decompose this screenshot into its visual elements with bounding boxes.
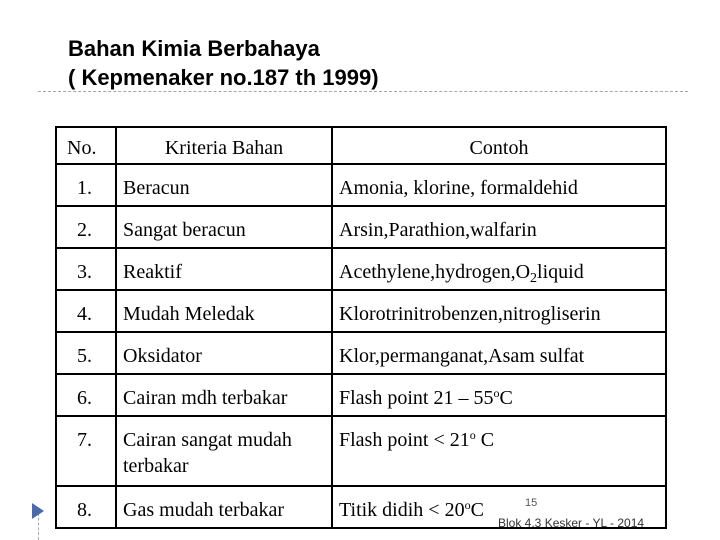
footer-text: Blok 4.3 Kesker - YL - 2014 [498, 516, 645, 530]
row-number: 1. [56, 164, 116, 206]
contoh-text: Titik didih < 20 [339, 499, 465, 521]
row-number: 3. [56, 248, 116, 290]
contoh-text-suffix: liquid [537, 261, 584, 283]
row-number: 5. [56, 332, 116, 374]
row-contoh [332, 248, 666, 290]
slide-title-line-1: Bahan Kimia Berbahaya [68, 36, 320, 61]
table-row [56, 164, 666, 206]
header-no: No. [56, 127, 116, 164]
contoh-text: Flash point < 21 [339, 429, 470, 451]
table-row [56, 206, 666, 248]
row-number: 6. [56, 374, 116, 416]
row-number: 7. [56, 416, 116, 486]
degree-superscript: o [469, 428, 476, 442]
contoh-text-suffix: C [470, 499, 484, 521]
row-kriteria: Oksidator [116, 332, 332, 374]
table-row [56, 248, 666, 290]
contoh-text-suffix: C [475, 429, 495, 451]
table-row [56, 290, 666, 332]
subscript: 2 [530, 271, 538, 286]
row-contoh [332, 416, 666, 486]
header-contoh: Contoh [332, 127, 666, 164]
triangle-right-icon [32, 503, 44, 519]
row-contoh: Klor,permanganat,Asam sulfat [332, 332, 666, 374]
row-kriteria: Mudah Meledak [116, 290, 332, 332]
contoh-text-suffix: C [499, 387, 513, 409]
row-kriteria: Cairan sangat mudah terbakar [116, 416, 332, 486]
table-row [56, 332, 666, 374]
title-divider [38, 91, 688, 92]
page-number: 15 [525, 497, 538, 509]
degree-superscript: o [464, 498, 471, 512]
contoh-text: Flash point 21 – 55 [339, 387, 494, 409]
degree-superscript: o [493, 386, 500, 400]
header-kriteria: Kriteria Bahan [116, 127, 332, 164]
table-header-row [56, 127, 666, 164]
row-kriteria: Gas mudah terbakar [116, 486, 332, 528]
row-contoh: Arsin,Parathion,walfarin [332, 206, 666, 248]
row-contoh [332, 374, 666, 416]
table-row [56, 416, 666, 486]
slide-title-line-2: ( Kepmenaker no.187 th 1999) [68, 65, 379, 90]
row-contoh: Amonia, klorine, formaldehid [332, 164, 666, 206]
contoh-text: Acethylene,hydrogen,O [339, 261, 531, 283]
criteria-table [55, 126, 667, 529]
row-kriteria: Sangat beracun [116, 206, 332, 248]
slide-title [68, 34, 379, 92]
table-row [56, 374, 666, 416]
row-number: 8. [56, 486, 116, 528]
row-kriteria: Beracun [116, 164, 332, 206]
row-kriteria: Reaktif [116, 248, 332, 290]
row-contoh: Klorotrinitrobenzen,nitrogliserin [332, 290, 666, 332]
row-kriteria: Cairan mdh terbakar [116, 374, 332, 416]
row-number: 4. [56, 290, 116, 332]
row-number: 2. [56, 206, 116, 248]
